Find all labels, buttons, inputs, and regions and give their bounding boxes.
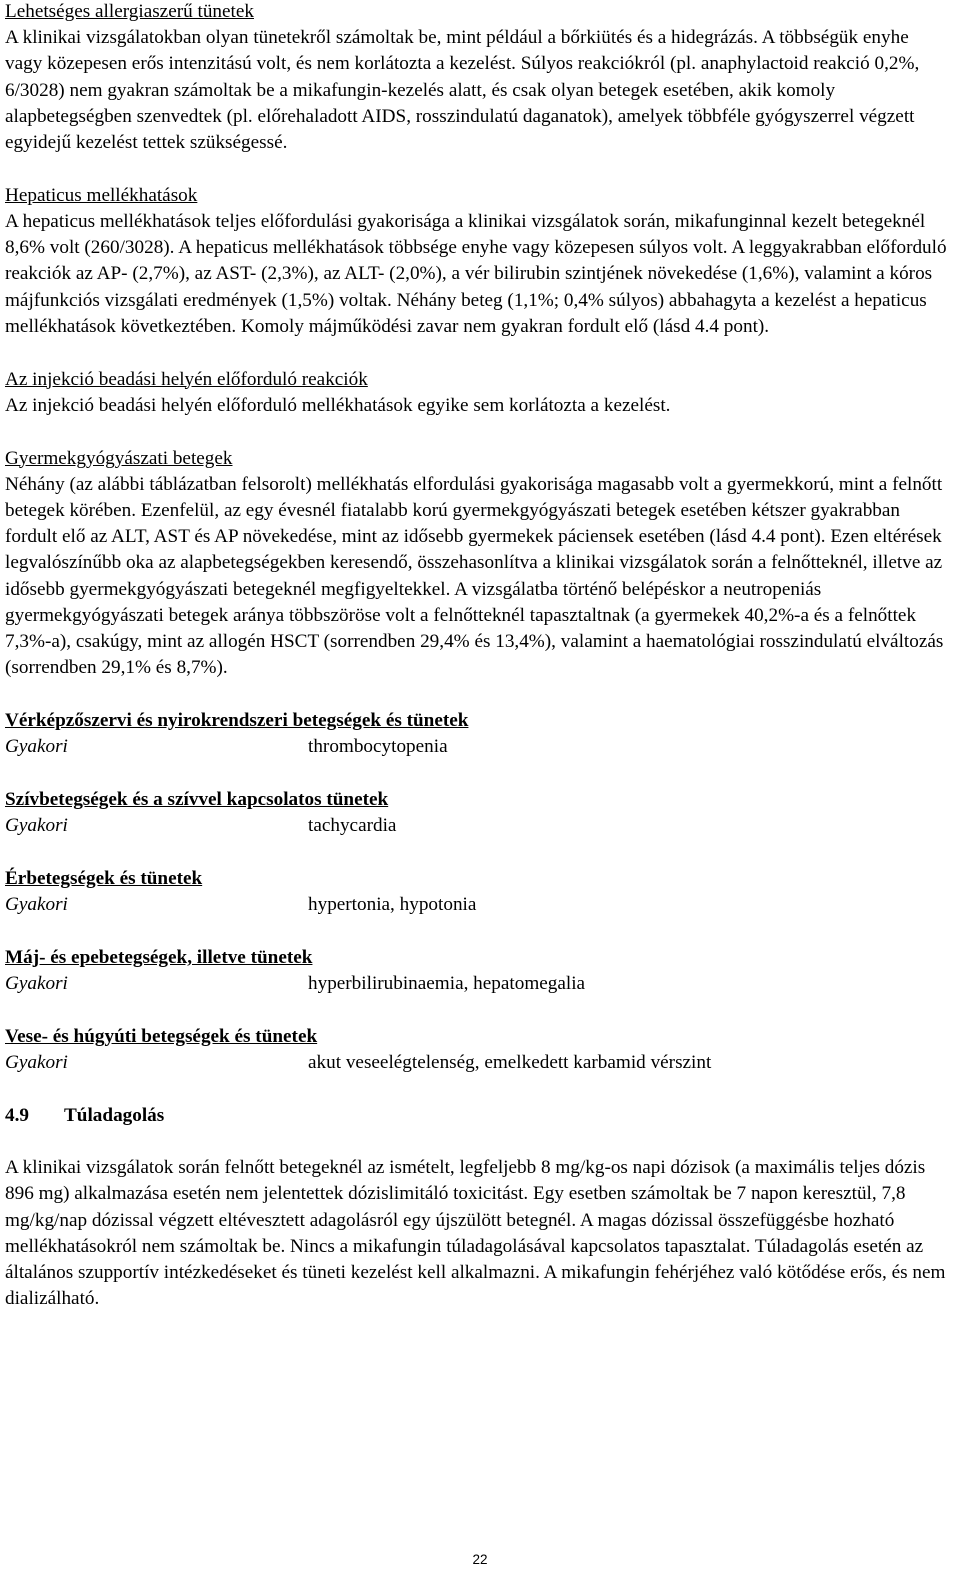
soc-title: Szívbetegségek és a szívvel kapcsolatos tünetek	[5, 789, 389, 811]
soc-block-hepatobiliary	[5, 945, 950, 997]
soc-terms: thrombocytopenia	[308, 736, 448, 758]
soc-title: Érbetegségek és tünetek	[5, 868, 203, 890]
soc-title: Vese- és húgyúti betegségek és tünetek	[5, 1026, 318, 1048]
soc-title: Vérképzőszervi és nyirokrendszeri betegségek és tünetek	[5, 710, 469, 732]
soc-block-blood	[5, 708, 950, 760]
section-title: Hepaticus mellékhatások	[5, 184, 198, 206]
soc-frequency: Gyakori	[5, 894, 68, 916]
section-hepatic	[5, 183, 950, 340]
soc-terms: hyperbilirubinaemia, hepatomegalia	[308, 973, 586, 995]
section-injection-site	[5, 367, 950, 419]
section-allergy	[5, 0, 950, 156]
overdose-heading	[5, 1103, 950, 1129]
soc-block-cardiac	[5, 787, 950, 839]
section-title: Gyermekgyógyászati betegek	[5, 447, 233, 469]
soc-frequency: Gyakori	[5, 973, 68, 995]
section-heading: Túladagolás	[64, 1105, 165, 1127]
section-title: Lehetséges allergiaszerű tünetek	[5, 1, 254, 22]
section-title: Az injekció beadási helyén előforduló reakciók	[5, 368, 368, 390]
section-body: Az injekció beadási helyén előforduló mellékhatások egyike sem korlátozta a kezelést.	[5, 394, 671, 416]
soc-terms: akut veseelégtelenség, emelkedett karbamid vérszint	[308, 1052, 712, 1074]
soc-frequency: Gyakori	[5, 815, 68, 837]
page-number: 22	[472, 1552, 488, 1567]
soc-row	[5, 813, 950, 839]
section-body: A hepaticus mellékhatások teljes előfordulási gyakorisága a klinikai vizsgálatok során, mikafunginnal kezelt betegeknél 8,6% volt (260/3028). A hepaticus mellékhatások többsége enyhe vagy közepesen súlyos volt. A leggyakrabban előforduló reakciók az AP- (2,7%), az AST- (2,3%), az ALT- (2,0%), a vér bilirubin szintjének növekedése (1,6%), valamint a kóros májfunkciós vizsgálati eredmények (1,5%) voltak. Néhány beteg (1,1%; 0,4% súlyos) abbahagyta a kezelést a hepaticus mellékhatások következtében. Komoly májműködési zavar nem gyakran fordult elő (lásd 4.4 pont).	[5, 211, 947, 337]
soc-terms: tachycardia	[308, 815, 397, 837]
soc-row	[5, 971, 950, 997]
section-body: Néhány (az alábbi táblázatban felsorolt) mellékhatás elfordulási gyakorisága magasabb volt a gyermekkorú, mint a felnőtt betegek körében. Ezenfelül, az egy évesnél fiatalabb korú gyermekgyógyászati betegek esetében kétszer gyakrabban fordult elő az ALT, AST és AP növekedése, mint az idősebb gyermekek páciensek esetében (lásd 4.4 pont). Ezen eltérések legvalószínűbb oka az alapbetegségekben keresendő, összehasonlítva a klinikai vizsgálatok során a felnőtteknél, illetve az idősebb gyermekgyógyászati betegeknél megfigyeltekkel. A vizsgálatba történő belépéskor a neutropeniás gyermekgyógyászati betegek aránya többszöröse volt a felnőtteknél tapasztaltnak (a gyermekek 40,2%-a és a felnőttek 7,3%-a), csakúgy, mint az allogén HSCT (sorrendben 29,4% és 13,4%), valamint a haematológiai rosszindulatú elváltozás (sorrendben 29,1% és 8,7%).	[5, 473, 944, 679]
overdose-body: A klinikai vizsgálatok során felnőtt betegeknél az ismételt, legfeljebb 8 mg/kg-os napi dózisok (a maximális teljes dózis 896 mg) alkalmazása esetén nem jelentettek dózislimitáló toxicitást. Egy esetben számoltak be 7 napon keresztül, 7,8 mg/kg/nap dózissal végzett eltévesztett adagolásról egy újszülött betegnél. A magas dózissal összefüggésbe hozható mellékhatásokról nem számoltak be. Nincs a mikafungin túladagolásával kapcsolatos tapasztalat. Túladagolás esetén az általános szupportív intézkedéseket és tüneti kezelést kell alkalmazni. A mikafungin fehérjéhez való kötődése erős, és nem dializálható.	[5, 1157, 946, 1310]
document-page	[5, 0, 950, 1312]
soc-frequency: Gyakori	[5, 736, 68, 758]
soc-row	[5, 892, 950, 918]
soc-block-vascular	[5, 866, 950, 918]
soc-frequency: Gyakori	[5, 1052, 68, 1074]
soc-table	[5, 708, 950, 1076]
soc-row	[5, 1050, 950, 1076]
soc-block-renal	[5, 1024, 950, 1076]
soc-title: Máj- és epebetegségek, illetve tünetek	[5, 947, 313, 969]
section-number: 4.9	[5, 1105, 29, 1127]
section-pediatric	[5, 446, 950, 682]
section-body: A klinikai vizsgálatokban olyan tünetekről számoltak be, mint például a bőrkiütés és a hidegrázás. A többségük enyhe vagy közepesen erős intenzitású volt, és nem korlátozta a kezelést. Súlyos reakciókról (pl. anaphylactoid reakció 0,2%, 6/3028) nem gyakran számoltak be a mikafungin-kezelés alatt, és csak olyan betegek esetében, akik komoly alapbetegségben szenvedtek (pl. előrehaladott AIDS, rosszindulatú daganatok), amelyek többféle gyógyszerrel végzett egyidejű kezelést tettek szükségessé.	[5, 27, 920, 154]
soc-terms: hypertonia, hypotonia	[308, 894, 477, 916]
soc-row	[5, 734, 950, 760]
